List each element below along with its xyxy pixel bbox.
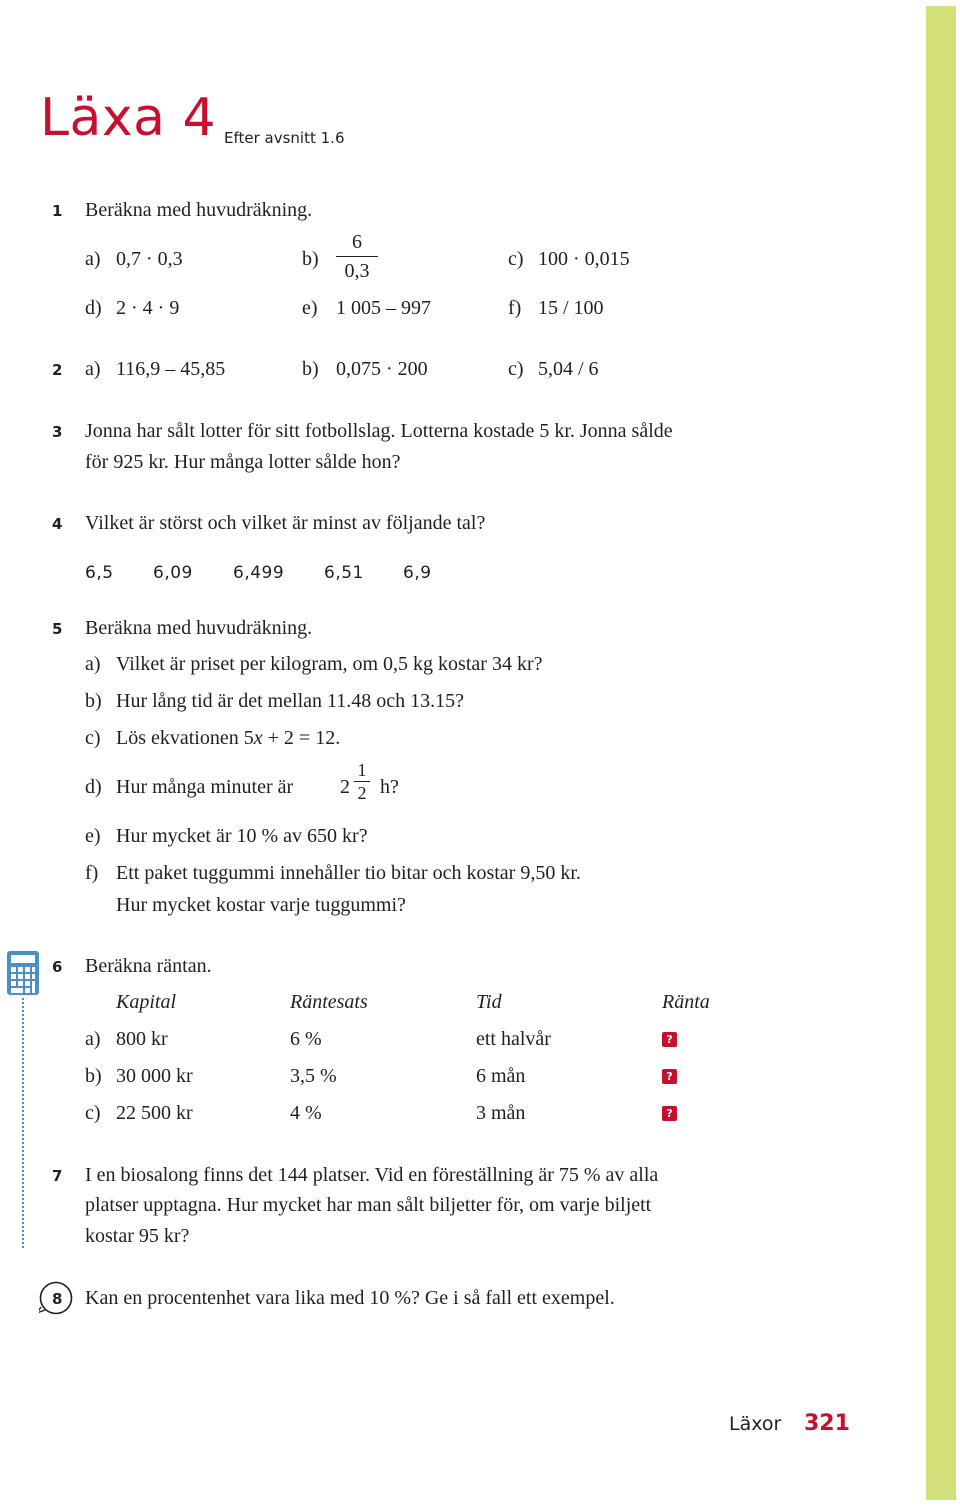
row-label: a) bbox=[85, 1028, 101, 1050]
table-header-kapital: Kapital bbox=[116, 991, 177, 1013]
page-title: Läxa 4 bbox=[40, 88, 217, 148]
problem-5b-text: Hur lång tid är det mellan 11.48 och 13.15? bbox=[116, 690, 465, 712]
problem-1c-expr: 100 · 0,015 bbox=[538, 248, 630, 270]
mixed-number-whole: 2 bbox=[340, 776, 350, 798]
problem-3-text-line2: för 925 kr. Hur många lotter sålde hon? bbox=[85, 451, 401, 473]
problem-5f-text-line2: Hur mycket kostar varje tuggummi? bbox=[116, 894, 406, 916]
problem-5c-label: c) bbox=[85, 727, 101, 749]
problem-5a-text: Vilket är priset per kilogram, om 0,5 kg kostar 34 kr? bbox=[116, 653, 543, 675]
problem-1a-label: a) bbox=[85, 248, 101, 270]
problem-5b-label: b) bbox=[85, 690, 102, 712]
problem-1d-expr: 2 · 4 · 9 bbox=[116, 297, 180, 319]
problem-7-text-line1: I en biosalong finns det 144 platser. Vid en föreställning är 75 % av alla bbox=[85, 1164, 659, 1186]
problem-4-value: 6,09 bbox=[153, 563, 193, 583]
problem-5d-unit: h? bbox=[380, 776, 399, 798]
problem-4-value: 6,51 bbox=[324, 563, 364, 583]
problem-2b-expr: 0,075 · 200 bbox=[336, 358, 428, 380]
fraction-numerator: 1 bbox=[357, 760, 367, 780]
problem-1c-label: c) bbox=[508, 248, 524, 270]
problem-6-prompt: Beräkna räntan. bbox=[85, 955, 212, 977]
equation-suffix: + 2 = 12. bbox=[262, 727, 341, 749]
table-header-tid: Tid bbox=[476, 991, 502, 1013]
kapital-cell: 22 500 kr bbox=[116, 1102, 193, 1124]
problem-4-value: 6,9 bbox=[403, 563, 432, 583]
calculator-icon bbox=[7, 951, 39, 995]
equation-variable: x bbox=[253, 727, 263, 749]
fraction-denominator: 0,3 bbox=[344, 260, 370, 282]
problem-1a-expr: 0,7 · 0,3 bbox=[116, 248, 183, 270]
problem-1f-expr: 15 / 100 bbox=[538, 297, 604, 319]
problem-1e-label: e) bbox=[302, 297, 318, 319]
fraction-bar bbox=[354, 781, 370, 782]
footer-section-label: Läxor bbox=[729, 1413, 782, 1435]
problem-5-number: 5 bbox=[52, 620, 63, 638]
problem-2c-expr: 5,04 / 6 bbox=[538, 358, 599, 380]
problem-7-text-line2: platser upptagna. Hur mycket har man sålt biljetter för, om varje biljett bbox=[85, 1194, 652, 1216]
rantesats-cell: 3,5 % bbox=[290, 1065, 337, 1087]
problem-1d-label: d) bbox=[85, 297, 102, 319]
table-header-rantesats: Räntesats bbox=[290, 991, 368, 1013]
problem-2-number: 2 bbox=[52, 361, 63, 379]
question-mark-icon: ? bbox=[662, 1069, 677, 1084]
problem-1-prompt: Beräkna med huvudräkning. bbox=[85, 199, 313, 221]
problem-1f-label: f) bbox=[508, 297, 522, 319]
kapital-cell: 30 000 kr bbox=[116, 1065, 193, 1087]
table-header-ranta: Ränta bbox=[662, 991, 710, 1013]
problem-2b-label: b) bbox=[302, 358, 319, 380]
page-subtitle: Efter avsnitt 1.6 bbox=[224, 129, 345, 147]
problem-5d-text: Hur många minuter är bbox=[116, 776, 294, 798]
problem-5e-label: e) bbox=[85, 825, 101, 847]
problem-3-number: 3 bbox=[52, 423, 63, 441]
problem-4-value: 6,5 bbox=[85, 563, 114, 583]
side-color-strip bbox=[926, 6, 956, 1500]
problem-5a-label: a) bbox=[85, 653, 101, 675]
mixed-number-fraction bbox=[354, 760, 370, 803]
problem-1b-label: b) bbox=[302, 248, 319, 270]
problem-8-text: Kan en procentenhet vara lika med 10 %? Ge i så fall ett exempel. bbox=[85, 1287, 615, 1309]
rantesats-cell: 6 % bbox=[290, 1028, 322, 1050]
problem-3-text-line1: Jonna har sålt lotter för sitt fotbollslag. Lotterna kostade 5 kr. Jonna sålde bbox=[85, 420, 673, 442]
question-mark-icon: ? bbox=[662, 1106, 677, 1121]
problem-8-number: 8 bbox=[52, 1290, 63, 1308]
problem-2a-label: a) bbox=[85, 358, 101, 380]
tid-cell: ett halvår bbox=[476, 1028, 551, 1050]
problem-4-prompt: Vilket är störst och vilket är minst av följande tal? bbox=[85, 512, 486, 534]
problem-6-number: 6 bbox=[52, 958, 63, 976]
equation-prefix: Lös ekvationen 5 bbox=[116, 727, 254, 749]
problem-7-number: 7 bbox=[52, 1167, 63, 1185]
calculator-dotted-line bbox=[22, 998, 24, 1248]
problem-5c-text bbox=[116, 726, 340, 750]
tid-cell: 3 mån bbox=[476, 1102, 526, 1124]
problem-5e-text: Hur mycket är 10 % av 650 kr? bbox=[116, 825, 368, 847]
problem-4-number: 4 bbox=[52, 515, 63, 533]
fraction-bar bbox=[336, 256, 378, 257]
problem-1-number: 1 bbox=[52, 202, 63, 220]
question-mark-icon: ? bbox=[662, 1032, 677, 1047]
fraction-denominator: 2 bbox=[357, 783, 367, 803]
tid-cell: 6 mån bbox=[476, 1065, 526, 1087]
problem-1e-expr: 1 005 – 997 bbox=[336, 297, 431, 319]
problem-2a-expr: 116,9 – 45,85 bbox=[116, 358, 226, 380]
row-label: c) bbox=[85, 1102, 101, 1124]
rantesats-cell: 4 % bbox=[290, 1102, 322, 1124]
problem-2c-label: c) bbox=[508, 358, 524, 380]
row-label: b) bbox=[85, 1065, 102, 1087]
problem-4-value: 6,499 bbox=[233, 563, 285, 583]
problem-5f-label: f) bbox=[85, 862, 99, 884]
problem-5-prompt: Beräkna med huvudräkning. bbox=[85, 617, 313, 639]
problem-1b-fraction bbox=[336, 230, 378, 283]
problem-5d-label: d) bbox=[85, 776, 102, 798]
kapital-cell: 800 kr bbox=[116, 1028, 168, 1050]
problem-7-text-line3: kostar 95 kr? bbox=[85, 1225, 190, 1247]
page-number: 321 bbox=[804, 1411, 850, 1436]
fraction-numerator: 6 bbox=[352, 231, 362, 253]
problem-5f-text-line1: Ett paket tuggummi innehåller tio bitar och kostar 9,50 kr. bbox=[116, 862, 581, 884]
